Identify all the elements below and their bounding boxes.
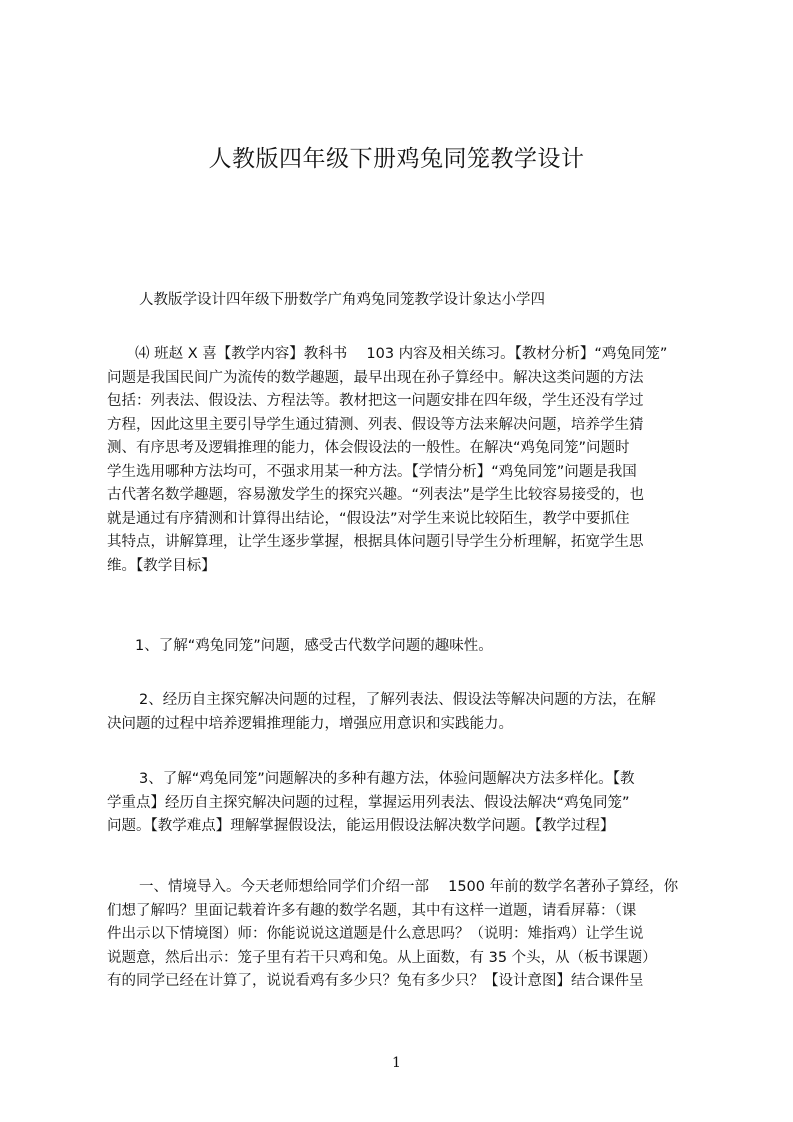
paragraph-goal-1 xyxy=(107,635,740,659)
text-line: 有的同学已经在计算了，说说看鸡有多少只？兔有多少只？【设计意图】结合课件呈 xyxy=(107,973,644,989)
paragraph-goal-3 xyxy=(107,768,712,839)
text-line: 件出示以下情境图）师：你能说说这道题是什么意思吗？（说明：雉指鸡）让学生说 xyxy=(107,926,644,942)
text-line: 其特点，讲解算理，让学生逐步掌握，根据具体问题引导学生分析理解，拓宽学生思 xyxy=(107,534,644,550)
document-title: 人教版四年级下册鸡兔同笼教学设计 xyxy=(208,146,585,172)
text-line: 们想了解吗？里面记载着许多有趣的数学名题，其中有这样一道题，请看屏幕：（课 xyxy=(107,902,637,919)
text-line: 学生选用哪种方法均可，不强求用某一种方法。【学情分析】“鸡兔同笼”问题是我国 xyxy=(107,463,637,480)
text-line: 问题。【教学难点】理解掌握假设法，能运用假设法解决数学问题。【教学过程】 xyxy=(107,818,615,834)
text-line: 学重点】经历自主探究解决问题的过程，掌握运用列表法、假设法解决“鸡兔同笼” xyxy=(107,794,630,811)
paragraph-content-analysis xyxy=(107,343,712,578)
paragraph-teaching-process xyxy=(107,876,712,994)
text-line: 方程，因此这里主要引导学生通过猜测、列表、假设等方法来解决问题，培养学生猜 xyxy=(107,416,644,433)
text-line: 2、经历自主探究解决问题的过程，了解列表法、假设法等解决问题的方法，在解 xyxy=(139,692,656,708)
paragraph-goal-2 xyxy=(107,689,712,736)
text-line: ⑷ 班赵 X 喜【教学内容】教科书 103 内容及相关练习。【教材分析】“鸡兔同笼” xyxy=(135,346,668,362)
text-line: 3、了解“鸡兔同笼”问题解决的多种有趣方法，体验问题解决方法多样化。【教 xyxy=(139,771,635,787)
text-line: 一、情境导入。今天老师想给同学们介绍一部 1500 年前的数学名著孙子算经，你 xyxy=(139,879,679,895)
text-line: 1、了解“鸡兔同笼”问题，感受古代数学问题的趣味性。 xyxy=(135,638,493,654)
text-line: 维。【教学目标】 xyxy=(107,557,216,574)
text-line: 测、有序思考及逻辑推理的能力，体会假设法的一般性。在解决“鸡兔同笼”问题时 xyxy=(107,440,630,456)
paragraph-intro xyxy=(107,289,744,313)
text-line: 说题意，然后出示：笼子里有若干只鸡和兔。从上面数，有 35 个头，从（板书课题） xyxy=(107,949,657,966)
text-line: 问题是我国民间广为流传的数学趣题，最早出现在孙子算经中。解决这类问题的方法 xyxy=(107,369,644,386)
text-line: 包括：列表法、假设法、方程法等。教材把这一问题安排在四年级，学生还没有学过 xyxy=(107,393,644,409)
text-line: 就是通过有序猜测和计算得出结论，“假设法”对学生来说比较陌生，教学中要抓住 xyxy=(107,510,630,527)
text-line: 人教版学设计四年级下册数学广角鸡兔同笼教学设计象达小学四 xyxy=(139,292,545,308)
text-line: 古代著名数学趣题，容易激发学生的探究兴趣。“列表法”是学生比较容易接受的，也 xyxy=(107,487,645,503)
text-line: 决问题的过程中培养逻辑推理能力，增强应用意识和实践能力。 xyxy=(107,715,513,732)
page-number: 1 xyxy=(392,1055,401,1071)
